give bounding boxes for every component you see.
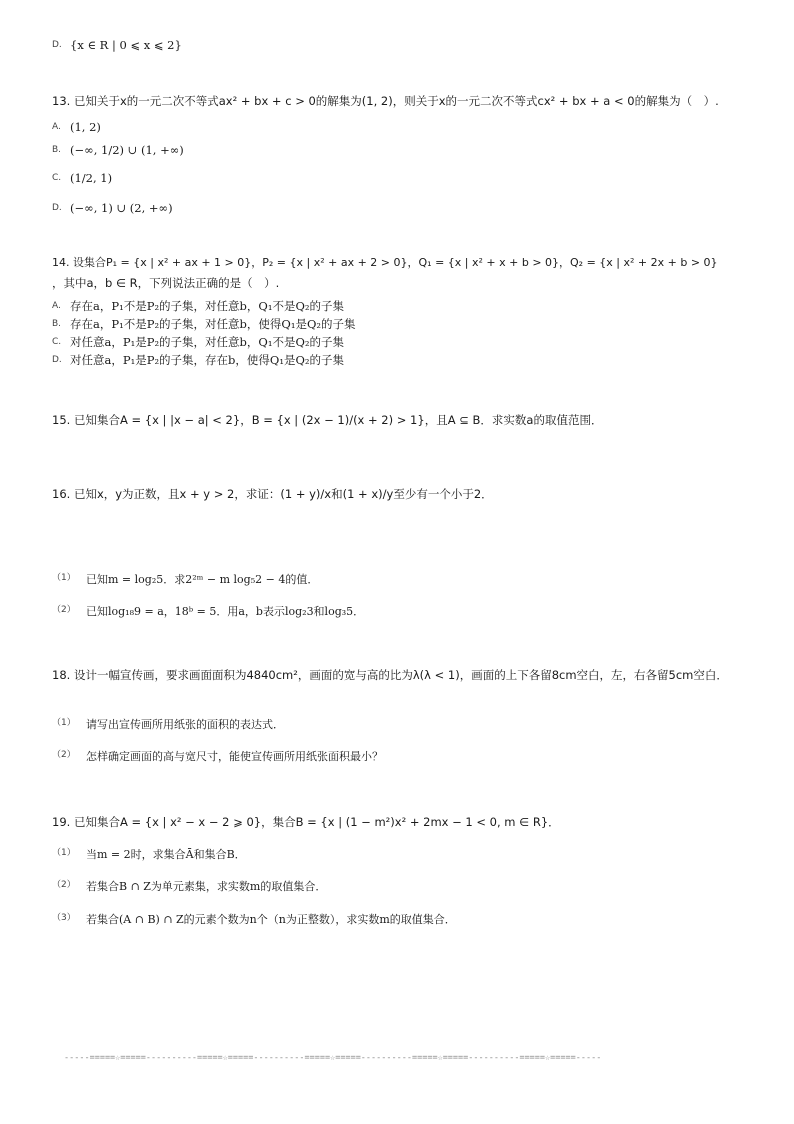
- option-text: (1, 2): [70, 120, 101, 134]
- q13-option-d: [52, 199, 742, 217]
- sub-text: 已知m = log₂5．求2²ᵐ − m log₅2 − 4的值．: [86, 573, 319, 586]
- option-text: 存在a，P₁不是P₂的子集，对任意b，Q₁不是Q₂的子集: [70, 299, 344, 313]
- q14-stem-continued: ，其中a，b ∈ R，下列说法正确的是（ ）.: [52, 276, 280, 290]
- q18-sub-2: [52, 748, 742, 766]
- sub-number: （1）: [52, 848, 76, 858]
- option-label: A.: [52, 301, 61, 311]
- q19-sub-2: [52, 878, 742, 896]
- q18-stem: 18. 设计一幅宣传画，要求画面面积为4840cm²，画面的宽与高的比为λ(λ < 1)，画面的上下各留8cm空白，左，右各留5cm空白．: [52, 668, 728, 682]
- q14-option-b: [52, 315, 742, 333]
- sub-number: （2）: [52, 750, 76, 760]
- option-label: A.: [52, 122, 61, 132]
- q17-sub-2: [52, 603, 742, 621]
- option-text: 对任意a，P₁是P₂的子集，存在b，使得Q₁是Q₂的子集: [70, 353, 344, 367]
- q14-stem: 14. 设集合P₁ = {x | x² + ax + 1 > 0}，P₂ = {x | x² + ax + 2 > 0}，Q₁ = {x | x² + x + b > 0}，Q₂ = {x | x² + 2x + b > 0}: [52, 256, 718, 269]
- option-label: D.: [52, 203, 62, 213]
- q14-option-d: [52, 351, 742, 369]
- option-label: B.: [52, 319, 62, 329]
- q18-sub-1: [52, 716, 742, 734]
- q19-sub-1: [52, 846, 742, 864]
- q16-stem: 16. 已知x，y为正数，且x + y > 2，求证：(1 + y)/x和(1 + x)/y至少有一个小于2．: [52, 487, 493, 501]
- option-text: 对任意a，P₁是P₂的子集，对任意b，Q₁不是Q₂的子集: [70, 335, 344, 349]
- q13-stem: 13. 已知关于x的一元二次不等式ax² + bx + c > 0的解集为(1, 2)，则关于x的一元二次不等式cx² + bx + a < 0的解集为（ ）.: [52, 94, 719, 108]
- q13-option-a: [52, 118, 742, 136]
- sub-number: （2）: [52, 605, 76, 615]
- sub-number: （2）: [52, 880, 76, 890]
- option-label: D.: [52, 40, 62, 50]
- option-label: C.: [52, 337, 62, 347]
- option-label: B.: [52, 145, 62, 155]
- q19-sub-3: [52, 911, 742, 929]
- q13-option-b: [52, 141, 742, 159]
- sub-text: 已知log₁₈9 = a，18ᵇ = 5．用a，b表示log₂3和log₃5．: [86, 605, 365, 618]
- option-text: (−∞, 1/2) ∪ (1, +∞): [70, 143, 184, 157]
- q12-option-d: [52, 36, 742, 54]
- sub-number: （1）: [52, 573, 76, 583]
- sub-text: 若集合B ∩ Z为单元素集，求实数m的取值集合．: [86, 880, 327, 893]
- sub-text: 当m = 2时，求集合Ā和集合B．: [86, 848, 246, 861]
- option-text: {x ∈ R | 0 ⩽ x ⩽ 2}: [70, 38, 182, 52]
- q19-stem: 19. 已知集合A = {x | x² − x − 2 ⩾ 0}，集合B = {x | (1 − m²)x² + 2mx − 1 < 0, m ∈ R}．: [52, 815, 560, 829]
- option-text: (1/2, 1): [70, 171, 113, 185]
- sub-number: （3）: [52, 913, 76, 923]
- sub-text: 请写出宣传画所用纸张的面积的表达式．: [86, 718, 284, 731]
- option-label: C.: [52, 173, 62, 183]
- page-footer-divider: -----=====☆=====----------=====☆=====----------=====☆=====----------=====☆=====----------=====☆=====-----: [64, 1053, 602, 1063]
- q14-option-c: [52, 333, 742, 351]
- q13-option-c: [52, 169, 742, 187]
- sub-text: 若集合(A ∩ B) ∩ Z的元素个数为n个（n为正整数），求实数m的取值集合．: [86, 913, 456, 926]
- sub-number: （1）: [52, 718, 76, 728]
- q17-sub-1: [52, 571, 742, 589]
- q15-stem: 15. 已知集合A = {x | |x − a| < 2}，B = {x | (2x − 1)/(x + 2) > 1}，且A ⊆ B．求实数a的取值范围．: [52, 413, 603, 427]
- option-label: D.: [52, 355, 62, 365]
- q14-option-a: [52, 297, 742, 315]
- option-text: (−∞, 1) ∪ (2, +∞): [70, 201, 173, 215]
- sub-text: 怎样确定画面的高与宽尺寸，能使宣传画所用纸张面积最小？: [86, 750, 383, 763]
- option-text: 存在a，P₁不是P₂的子集，对任意b，使得Q₁是Q₂的子集: [70, 317, 356, 331]
